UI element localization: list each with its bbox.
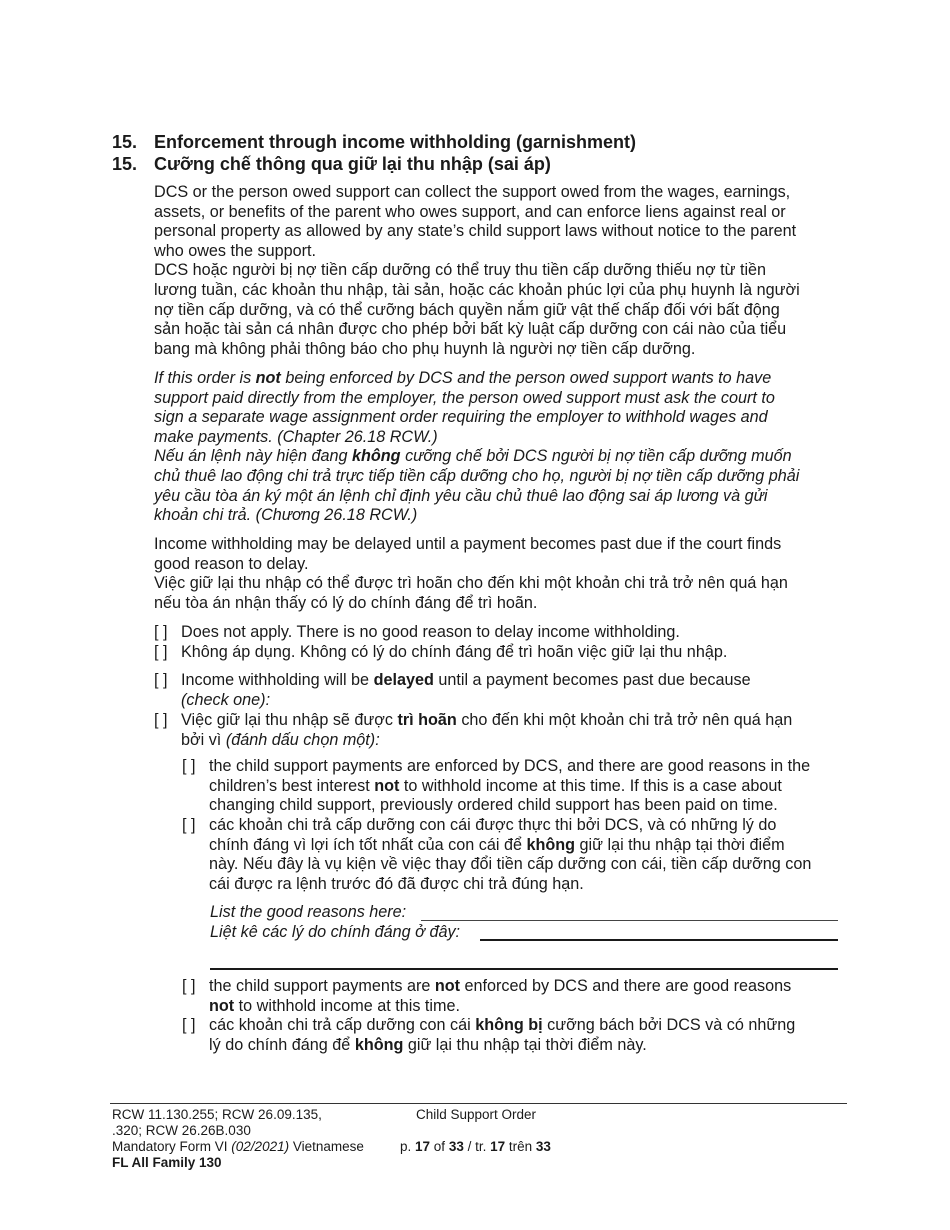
section-title-vi: Cưỡng chế thông qua giữ lại thu nhập (sai áp) — [154, 154, 551, 174]
intro-line-vi: bang mà không phải thông báo cho phụ huynh là người nợ tiền cấp dưỡng. — [154, 339, 696, 358]
checkbox-label: Income withholding will be delayed until a payment becomes past due because (check one): — [181, 671, 751, 709]
reasons-input-line-extra[interactable] — [210, 968, 838, 970]
checkbox-delayed[interactable] — [154, 671, 844, 711]
footer-rcw: .320; RCW 26.26B.030 — [112, 1123, 251, 1138]
checkbox-label: Không áp dụng. Không có lý do chính đáng để trì hoãn việc giữ lại thu nhập. — [181, 643, 728, 661]
note-line: make payments. (Chapter 26.18 RCW.) — [154, 427, 438, 446]
note-line: support paid directly from the employer, the person owed support must ask the court to — [154, 388, 775, 407]
note-line-vi: yêu cầu tòa án ký một án lệnh chỉ định yêu cầu chủ thuê lao động sai áp lương và gửi — [154, 486, 768, 505]
delay-line-vi: Việc giữ lại thu nhập có thể được trì hoãn cho đến khi một khoản chi trả trở nên quá hạn — [154, 574, 788, 593]
intro-line-vi: nợ tiền cấp dưỡng, và có thể cưỡng bách quyền nắm giữ vật thế chấp đối với bất động — [154, 300, 780, 319]
intro-line: assets, or benefits of the parent who owes support, and can enforce liens against real or — [154, 202, 786, 221]
section-number-vi: 15. — [112, 154, 138, 174]
checkbox-label: các khoản chi trả cấp dưỡng con cái được thực thi bởi DCS, và có những lý do chính đáng vì lợi ích tốt nhất của con cái để không giữ lại thu nhập tại thời điểm này. Nếu đây là vụ kiện về việc thay đổi tiền cấp dưỡng con cái, tiền cấp dưỡng con cái được ra lệnh trước đó đã được chi trả đúng hạn. — [209, 816, 812, 893]
checkbox-box[interactable]: [ ] — [154, 643, 168, 661]
reasons-input-line[interactable] — [421, 920, 838, 921]
footer-left — [112, 1107, 364, 1171]
note-line: sign a separate wage assignment order requiring the employer to withhold wages and — [154, 408, 768, 427]
checkbox-box[interactable]: [ ] — [182, 757, 196, 775]
section-heading-vi — [112, 153, 551, 175]
note-line-vi: chủ thuê lao động chi trả trực tiếp tiền cấp dưỡng cho họ, người bị nợ tiền cấp dưỡng phải — [154, 466, 800, 485]
reasons-label-en: List the good reasons here: — [210, 903, 407, 921]
checkbox-box[interactable]: [ ] — [154, 671, 168, 689]
intro-line: personal property as allowed by any state’s child support laws without notice to the parent — [154, 222, 797, 241]
checkbox-label: the child support payments are enforced by DCS, and there are good reasons in the children’s best interest not to withhold income at this time. If this is a case about changing child support, previously ordered child support has been paid on time. — [209, 757, 811, 815]
intro-line: DCS or the person owed support can collect the support owed from the wages, earnings, — [154, 183, 791, 201]
delay-line-vi: nếu tòa án nhận thấy có lý do chính đáng để trì hoãn. — [154, 593, 538, 612]
checkbox-enforced-by-dcs[interactable] — [182, 757, 847, 817]
checkbox-box[interactable]: [ ] — [182, 977, 196, 995]
intro-line-vi: lương tuần, các khoản thu nhập, tài sản, hoặc các khoản phúc lợi của phụ huynh là người — [154, 280, 800, 299]
reasons-input-line-vi[interactable] — [480, 939, 838, 941]
checkbox-enforced-by-dcs-vi[interactable] — [182, 816, 847, 896]
footer-form-id: FL All Family 130 — [112, 1155, 222, 1170]
checkbox-box[interactable]: [ ] — [154, 711, 168, 729]
reasons-label-vi: Liệt kê các lý do chính đáng ở đây: — [210, 923, 461, 941]
intro-line: who owes the support. — [154, 241, 316, 260]
checkbox-delayed-vi[interactable] — [154, 711, 844, 751]
note-line-vi: Nếu án lệnh này hiện đang không cưỡng chế bởi DCS người bị nợ tiền cấp dưỡng muốn — [154, 447, 792, 466]
delay-paragraph — [154, 535, 844, 613]
intro-line-vi: DCS hoặc người bị nợ tiền cấp dưỡng có thể truy thu tiền cấp dưỡng thiếu nợ từ tiền — [154, 261, 767, 280]
checkbox-not-enforced-by-dcs[interactable] — [182, 977, 847, 1017]
checkbox-label: Does not apply. There is no good reason to delay income withholding. — [181, 623, 680, 641]
note-line-vi: khoản chi trả. (Chương 26.18 RCW.) — [154, 506, 418, 525]
footer-doc-title: Child Support Order — [416, 1107, 537, 1122]
note-line: If this order is not being enforced by DCS and the person owed support wants to have — [154, 369, 772, 387]
checkbox-box[interactable]: [ ] — [182, 1016, 196, 1034]
section-heading-en — [112, 131, 636, 153]
intro-paragraph — [154, 183, 844, 359]
footer-rcw: RCW 11.130.255; RCW 26.09.135, — [112, 1107, 322, 1122]
checkbox-box[interactable]: [ ] — [154, 623, 168, 641]
footer-page-number: p. 17 of 33 / tr. 17 trên 33 — [400, 1139, 551, 1154]
checkbox-label: Việc giữ lại thu nhập sẽ được trì hoãn cho đến khi một khoản chi trả trở nên quá hạn bởi vì (đánh dấu chọn một): — [181, 711, 793, 749]
checkbox-does-not-apply[interactable] — [154, 623, 844, 643]
checkbox-label: các khoản chi trả cấp dưỡng con cái không bị cưỡng bách bởi DCS và có những lý do chính đáng để không giữ lại thu nhập tại thời điểm này. — [209, 1016, 796, 1054]
checkbox-box[interactable]: [ ] — [182, 816, 196, 834]
checkbox-does-not-apply-vi[interactable] — [154, 643, 844, 663]
footer-divider — [110, 1103, 847, 1104]
checkbox-label: the child support payments are not enforced by DCS and there are good reasons not to withhold income at this time. — [209, 977, 792, 1015]
delay-line: Income withholding may be delayed until a payment becomes past due if the court finds — [154, 535, 782, 553]
section-number: 15. — [112, 132, 138, 152]
intro-line-vi: sản hoặc tài sản cá nhân được cho phép bởi bất kỳ luật cấp dưỡng con cái nào của tiểu — [154, 320, 787, 339]
delay-line: good reason to delay. — [154, 554, 309, 573]
checkbox-not-enforced-by-dcs-vi[interactable] — [182, 1016, 847, 1056]
footer-form: Mandatory Form VI (02/2021) Vietnamese — [112, 1139, 364, 1154]
section-title-en: Enforcement through income withholding (garnishment) — [154, 132, 636, 152]
wage-assignment-note — [154, 369, 844, 526]
